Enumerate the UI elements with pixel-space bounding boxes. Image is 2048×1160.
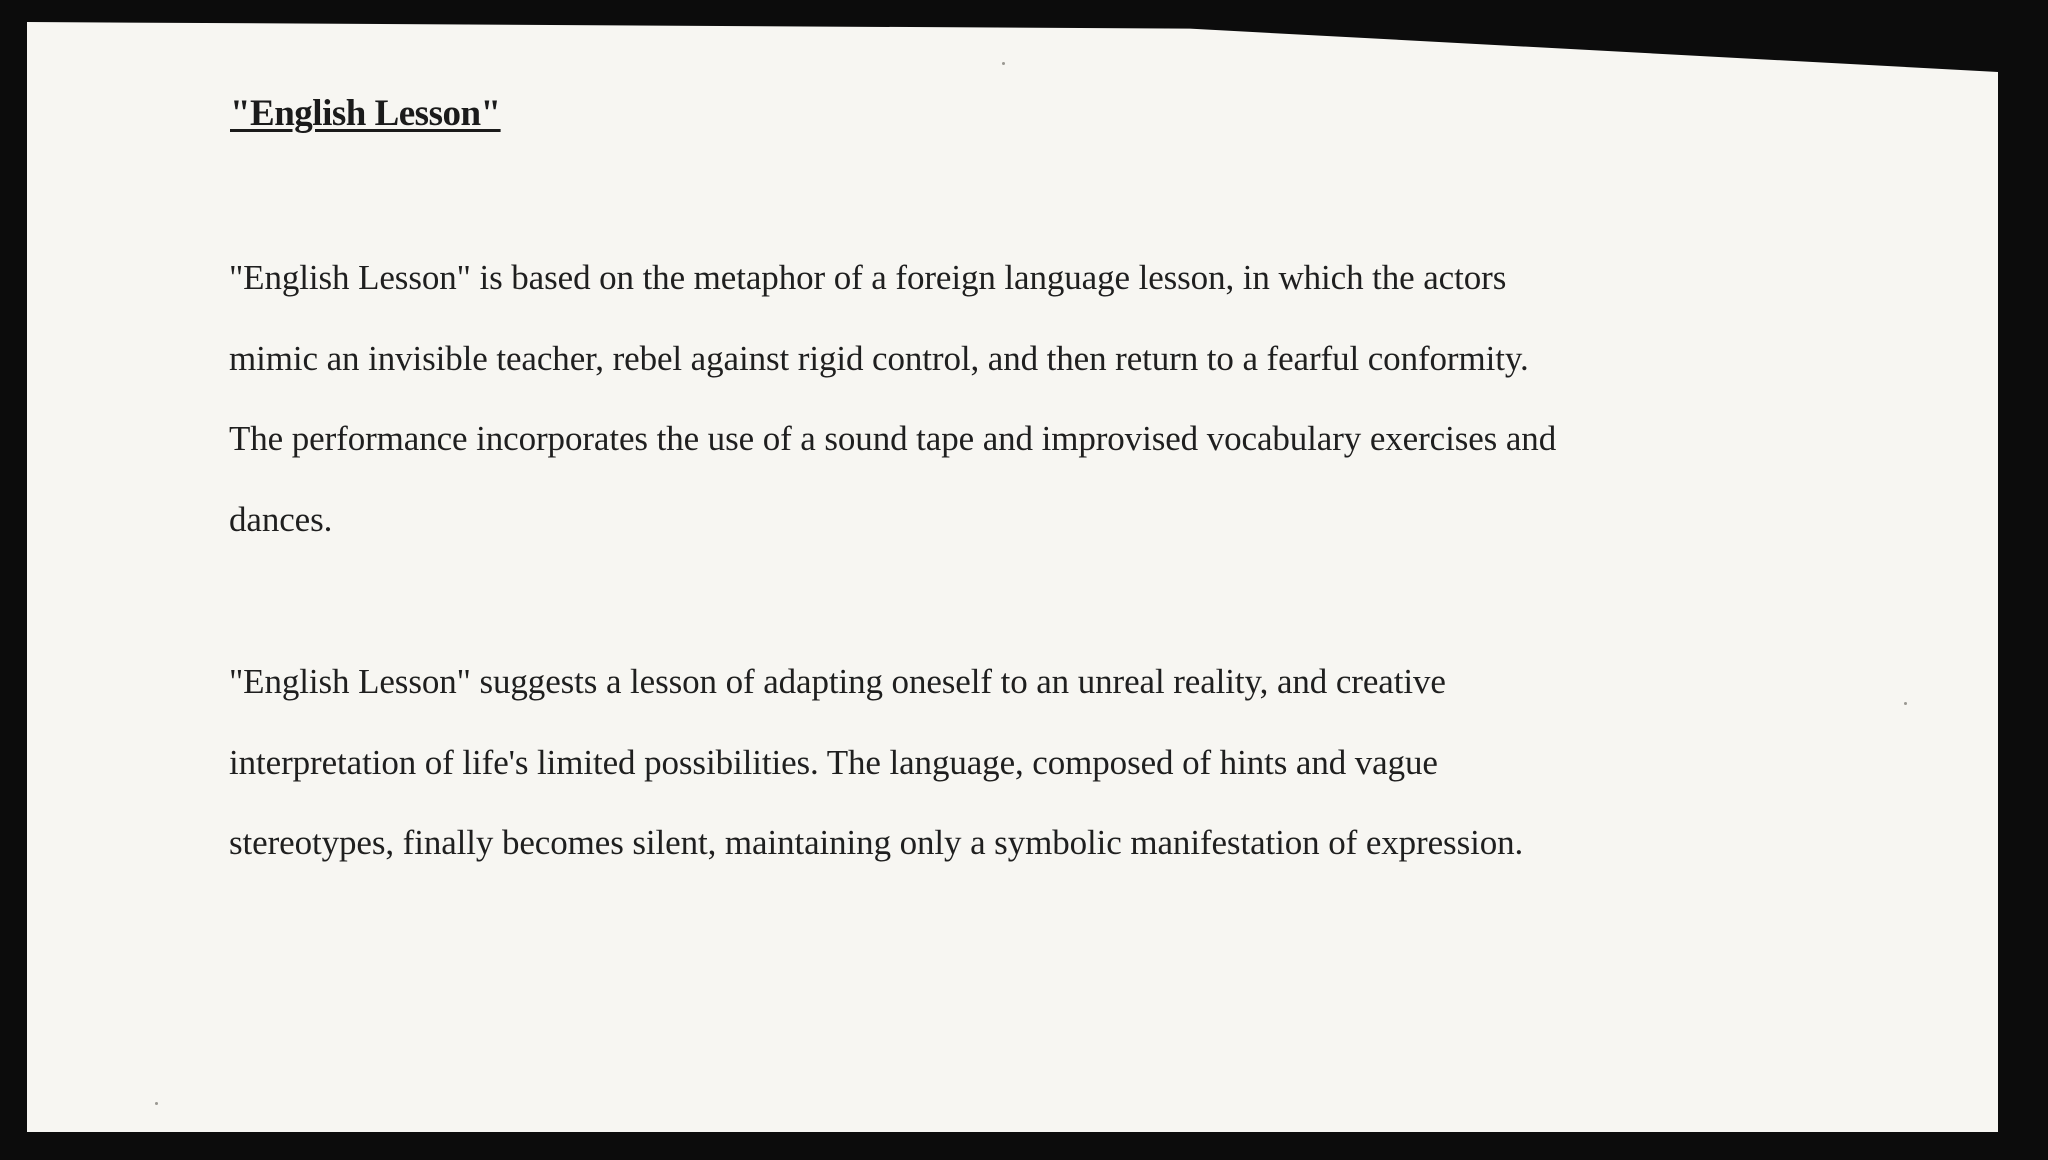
paragraph-1-line-3: The performance incorporates the use of a sound tape and improvised vocabulary exercises and [229,419,1557,458]
paragraph-2-line-2: interpretation of life's limited possibilities. The language, composed of hints and vague [229,742,1438,782]
paragraph-2 [229,642,1523,884]
paragraph-2-line-3: stereotypes, finally becomes silent, maintaining only a symbolic manifestation of expression. [229,823,1524,862]
dust-speck [1904,702,1907,705]
paragraph-1-line-4: dances. [229,499,333,539]
dust-speck [155,1102,158,1105]
document-title: "English Lesson" [230,93,501,134]
paragraph-1 [229,238,1556,560]
paragraph-2-line-1: "English Lesson" suggests a lesson of adapting oneself to an unreal reality, and creative [229,662,1446,701]
dust-speck [1002,62,1005,65]
paragraph-1-line-1: "English Lesson" is based on the metaphor of a foreign language lesson, in which the actors [229,258,1507,297]
paper-sheet [27,22,1998,1132]
paragraph-1-line-2: mimic an invisible teacher, rebel against rigid control, and then return to a fearful conformity. [229,338,1529,378]
